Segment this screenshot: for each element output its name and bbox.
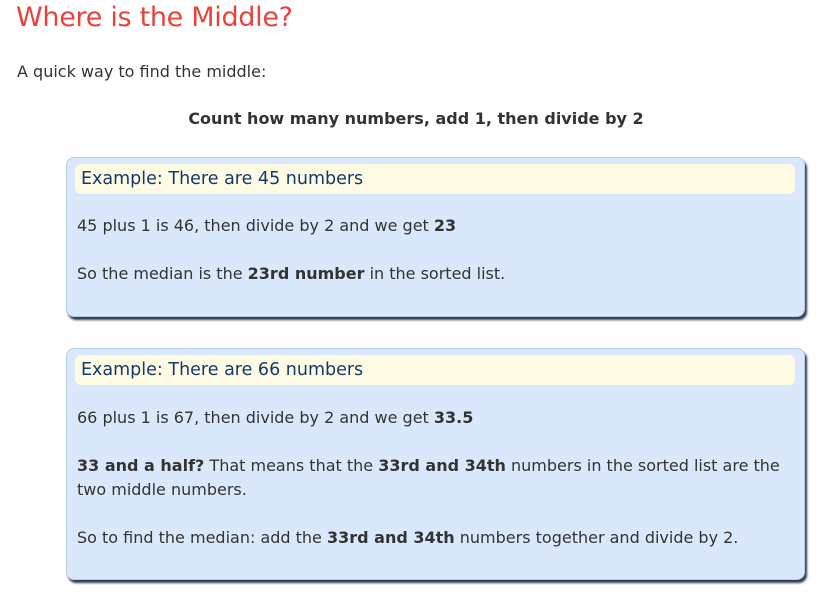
text-span: That means that the — [204, 456, 379, 475]
example-box-45 — [66, 157, 805, 317]
text-span: So the median is the — [77, 264, 248, 283]
bold-result: 33.5 — [433, 408, 474, 427]
text-span: So to find the median: add the — [77, 528, 327, 547]
bold-term: 33 and a half? — [77, 456, 205, 475]
example-paragraph — [77, 526, 792, 550]
rule-text: Count how many numbers, add 1, then divide by 2 — [188, 109, 644, 128]
text-span: numbers in the sorted list are the two middle numbers. — [77, 456, 780, 499]
bold-term: 23rd number — [247, 264, 365, 283]
text-span: numbers together and divide by 2. — [454, 528, 739, 547]
example-paragraph — [77, 454, 792, 502]
example-paragraph — [77, 262, 792, 286]
example-paragraph — [77, 406, 792, 430]
example-heading: Example: There are 45 numbers — [75, 164, 795, 194]
bold-result: 23 — [433, 216, 457, 235]
example-heading: Example: There are 66 numbers — [75, 355, 795, 385]
example-box-66 — [66, 348, 805, 580]
bold-term: 33rd and 34th — [378, 456, 506, 475]
intro-text: A quick way to find the middle: — [17, 62, 267, 81]
text-span: 45 plus 1 is 46, then divide by 2 and we get — [77, 216, 434, 235]
example-paragraph — [77, 214, 792, 238]
bold-term: 33rd and 34th — [326, 528, 455, 547]
page-title: Where is the Middle? — [16, 2, 293, 33]
text-span: 66 plus 1 is 67, then divide by 2 and we get — [77, 408, 434, 427]
text-span: in the sorted list. — [364, 264, 506, 283]
